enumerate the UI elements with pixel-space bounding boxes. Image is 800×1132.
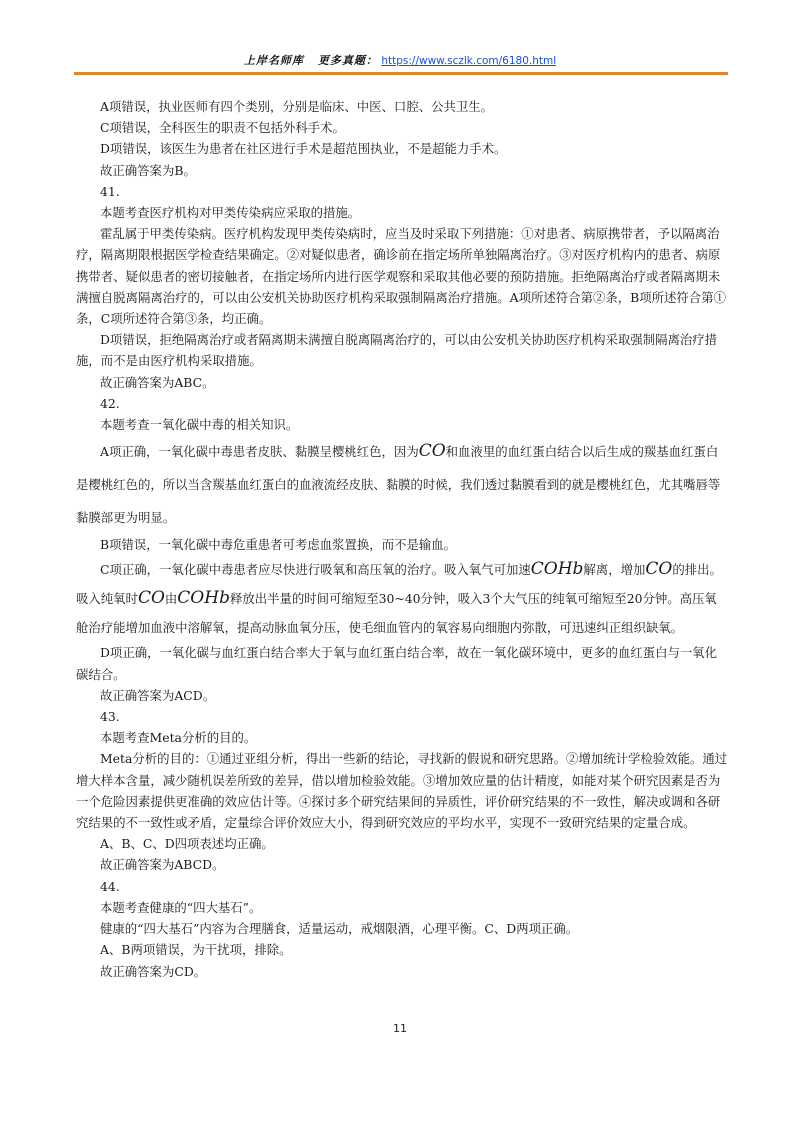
header-label: 更多真题：: [317, 54, 378, 67]
paragraph: 故正确答案为ACD。: [100, 687, 216, 703]
page-number: 11: [393, 1022, 407, 1035]
paragraph: Meta分析的目的：①通过亚组分析，得出一些新的结论，寻找新的假说和研究思路。②增加统计学检验效能。通过增大样本含量，减少随机误差所致的差异，借以增加检验效能。③增加效应量的估计精度，如能对某个研究因素是否为一个危险因素提供更准确的效应估计等。④探讨多个研究结果间的异质性，评价研究结果的不一致性，解决或调和各研究结果的不一致性或矛盾，定量综合评价效应大小，得到研究效应的平均水平，实现不一致研究结果的定量合成。: [76, 751, 728, 831]
paragraph: 故正确答案为B。: [100, 162, 196, 178]
paragraph: 本题考查一氧化碳中毒的相关知识。: [100, 417, 299, 433]
paragraph: 本题考查Meta分析的目的。: [100, 730, 257, 746]
text-span: 的排出。吸入纯氧时: [76, 562, 722, 607]
page-header: [0, 52, 800, 68]
paragraph: D项错误，拒绝隔离治疗或者隔离期未满擅自脱离隔离治疗的，可以由公安机关协助医疗机构采取强制隔离治疗措施，而不是由医疗机构采取措施。: [76, 332, 718, 369]
question-number: 42.: [100, 395, 120, 411]
formula-co: CO: [645, 559, 673, 580]
formula-co: CO: [418, 441, 446, 462]
paragraph: [76, 435, 728, 534]
text-span: 和血液里的血红蛋白结合以后生成的羰基血红蛋白是樱桃红色的，所以当含羰基血红蛋白的血液流经皮肤、黏膜的时候，我们透过黏膜看到的就是樱桃红色，尤其嘴唇等黏膜部更为明显。: [76, 444, 721, 526]
paragraph: 霍乱属于甲类传染病。医疗机构发现甲类传染病时，应当及时采取下列措施：①对患者、病原携带者，予以隔离治疗，隔离期限根据医学检查结果确定。②对疑似患者，确诊前在指定场所单独隔离治疗。③对医疗机构内的患者、病原携带者、疑似患者的密切接触者，在指定场所内进行医学观察和采取其他必要的预防措施。拒绝隔离治疗或者隔离期未满擅自脱离隔离治疗的，可以由公安机关协助医疗机构采取强制隔离治疗措施。A项所述符合第②条，B项所述符合第①条，C项所述符合第③条，均正确。: [76, 226, 726, 327]
paragraph: 故正确答案为ABC。: [100, 374, 215, 390]
paragraph: A、B两项错误，为干扰项，排除。: [100, 942, 292, 958]
text-span: 解离，增加: [583, 562, 646, 578]
paragraph: C项错误，全科医生的职责不包括外科手术。: [100, 120, 345, 136]
formula-cohb: COHb: [177, 588, 230, 609]
paragraph: D项正确，一氧化碳与血红蛋白结合率大于氧与血红蛋白结合率，故在一氧化碳环境中，更多的血红蛋白与一氧化碳结合。: [76, 645, 718, 682]
paragraph: D项错误，该医生为患者在社区进行手术是超范围执业，不是超能力手术。: [100, 141, 507, 157]
header-divider: [74, 72, 728, 75]
text-span: A项正确，一氧化碳中毒患者皮肤、黏膜呈樱桃红色，因为: [100, 444, 419, 460]
paragraph: 故正确答案为ABCD。: [100, 857, 225, 873]
paragraph: 故正确答案为CD。: [100, 963, 207, 979]
header-brand: 上岸名师库: [243, 54, 304, 67]
document-body: [76, 96, 728, 982]
formula-cohb: COHb: [530, 559, 584, 580]
formula-co: CO: [137, 588, 165, 609]
paragraph: 健康的“四大基石”内容为合理膳食，适量运动，戒烟限酒，心理平衡。C、D两项正确。: [100, 921, 579, 937]
paragraph: A、B、C、D四项表述均正确。: [100, 836, 274, 852]
question-number: 44.: [100, 878, 120, 894]
paragraph: 本题考查医疗机构对甲类传染病应采取的措施。: [100, 205, 361, 221]
question-number: 43.: [100, 709, 120, 725]
paragraph: [76, 555, 728, 642]
paragraph: 本题考查健康的“四大基石”。: [100, 899, 262, 915]
question-number: 41.: [100, 183, 120, 199]
paragraph: A项错误，执业医师有四个类别，分别是临床、中医、口腔、公共卫生。: [100, 99, 494, 114]
text-span: 由: [164, 591, 178, 607]
text-span: 释放出半量的时间可缩短至30~40分钟，吸入3个大气压的纯氧可缩短至20分钟。高压氧舱治疗能增加血液中溶解氧，提高动脉血氧分压，使毛细血管内的氧容易向细胞内弥散，可迅速纠正组织缺氧。: [76, 591, 717, 636]
text-span: C项正确，一氧化碳中毒患者应尽快进行吸氧和高压氧的治疗。吸入氧气可加速: [100, 562, 531, 578]
header-link[interactable]: https://www.sczlk.com/6180.html: [381, 55, 557, 67]
paragraph: B项错误，一氧化碳中毒危重患者可考虑血浆置换，而不是输血。: [100, 537, 457, 553]
